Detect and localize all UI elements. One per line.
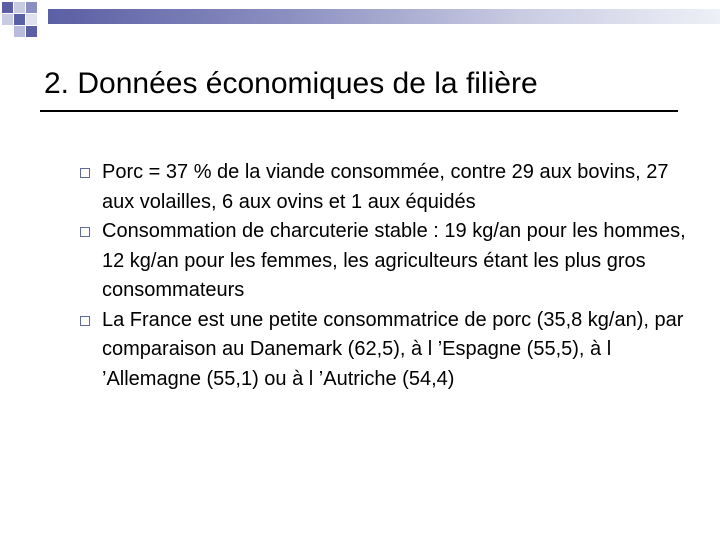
bullet-item <box>80 217 692 306</box>
header-gradient-band <box>48 9 720 24</box>
deco-square-icon <box>2 14 13 25</box>
bullet-text: Consommation de charcuterie stable : 19 kg/an pour les hommes, 12 kg/an pour les femmes, les agriculteurs étant les plus gros consommateurs <box>102 220 686 301</box>
bullet-text: La France est une petite consommatrice de porc (35,8 kg/an), par comparaison au Danemark (62,5), à l ’Espagne (55,5), à l ’Allemagne (55,1) ou à l ’Autriche (54,4) <box>102 308 684 390</box>
deco-square-icon <box>2 2 13 13</box>
bullet-list <box>80 158 692 394</box>
bullet-item <box>80 158 692 217</box>
deco-square-icon <box>26 2 37 13</box>
deco-square-icon <box>14 26 25 37</box>
bullet-item <box>80 306 692 395</box>
hollow-square-bullet-icon <box>80 227 90 237</box>
title-underline <box>40 110 678 112</box>
bullet-text: Porc = 37 % de la viande consommée, contre 29 aux bovins, 27 aux volailles, 6 aux ovins et 1 aux équidés <box>102 161 669 213</box>
hollow-square-bullet-icon <box>80 168 90 178</box>
header-decoration <box>0 0 720 36</box>
deco-square-icon <box>26 26 37 37</box>
deco-square-icon <box>26 14 37 25</box>
deco-square-icon <box>14 2 25 13</box>
hollow-square-bullet-icon <box>80 316 90 326</box>
slide-title: 2. Données économiques de la filière <box>44 67 538 100</box>
deco-square-icon <box>14 14 25 25</box>
